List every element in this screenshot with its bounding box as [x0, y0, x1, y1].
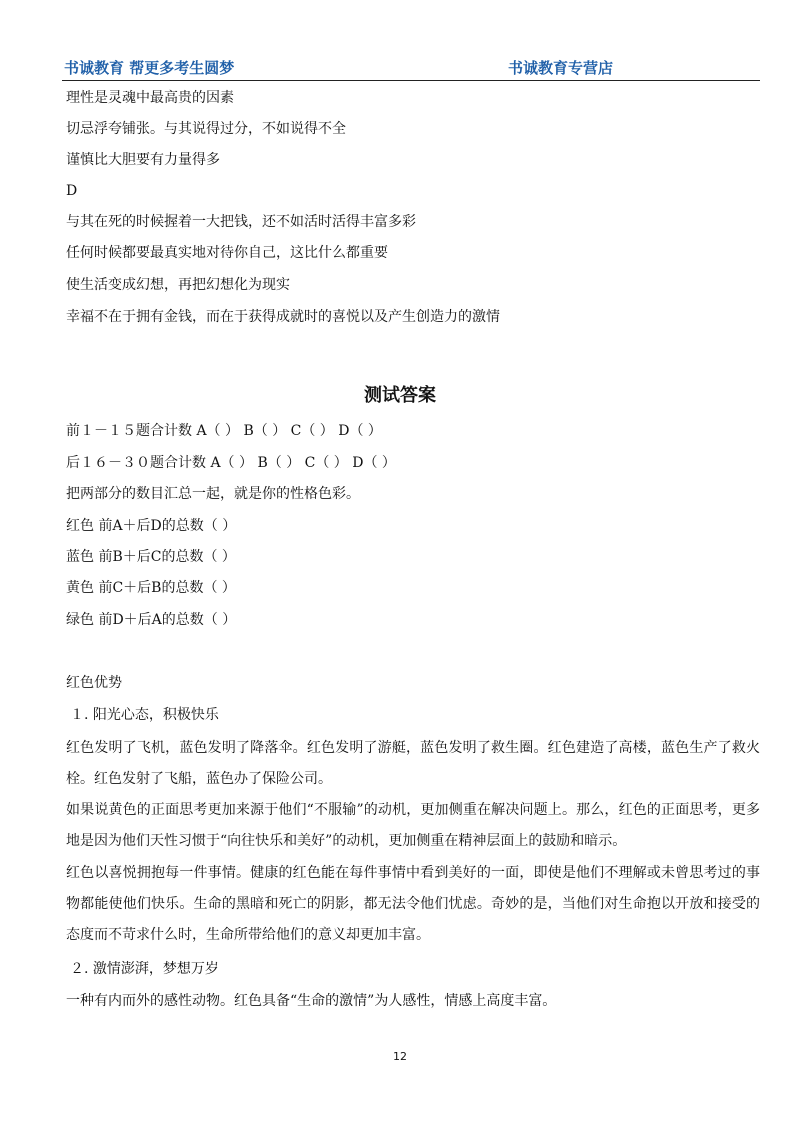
answer-line: 红色 前A＋后D的总数（ ） — [66, 518, 237, 534]
body-paragraph: 红色以喜悦拥抱每一件事情。健康的红色能在每件事情中看到美好的一面，即使是他们不理解或未曾思考过的事物都能使他们快乐。生命的黑暗和死亡的阴影，都无法令他们忧虑。奇妙的是，当他们对生命抱以开放和接受的态度而不苛求什么时，生命所带给他们的意义却更加丰富。 — [66, 865, 760, 943]
body-paragraph: 如果说黄色的正面思考更加来源于他们“不服输”的动机，更加侧重在解决问题上。那么，红色的正面思考，更多地是因为他们天性习惯于“向往快乐和美好”的动机，更加侧重在精神层面上的鼓励和暗示。 — [66, 802, 760, 849]
answer-line: 把两部分的数目汇总一起，就是你的性格色彩。 — [66, 486, 360, 502]
quote-line: 使生活变成幻想，再把幻想化为现实 — [66, 277, 290, 293]
quote-line: 任何时候都要最真实地对待你自己，这比什么都重要 — [66, 245, 388, 261]
body-paragraph: 红色发明了飞机，蓝色发明了降落伞。红色发明了游艇，蓝色发明了救生圈。红色建造了高楼，蓝色生产了救火栓。红色发射了飞船，蓝色办了保险公司。 — [66, 740, 760, 787]
body-paragraph: 一种有内而外的感性动物。红色具备“生命的激情”为人感性，情感上高度丰富。 — [66, 993, 557, 1009]
quote-line: 与其在死的时候握着一大把钱，还不如活时活得丰富多彩 — [66, 214, 416, 230]
quote-line: 切忌浮夸铺张。与其说得过分，不如说得不全 — [66, 121, 346, 137]
answer-line: 黄色 前C＋后B的总数（ ） — [66, 580, 236, 596]
quote-line: D — [66, 183, 78, 199]
answer-line: 蓝色 前B＋后C的总数（ ） — [66, 549, 236, 565]
page-header — [62, 58, 760, 81]
header-slogan: 书诚教育 帮更多考生圆梦 — [64, 59, 235, 77]
quote-line: 幸福不在于拥有金钱，而在于获得成就时的喜悦以及产生创造力的激情 — [66, 309, 500, 325]
page-number: 12 — [393, 1050, 407, 1063]
subheading: １. 阳光心态，积极快乐 — [70, 707, 219, 723]
answer-line: 后１６－３０题合计数 A（ ） B（ ） C（ ） D（ ） — [66, 455, 396, 471]
quote-line: 谨慎比大胆要有力量得多 — [66, 152, 220, 168]
answer-line: 前１－１５题合计数 A（ ） B（ ） C（ ） D（ ） — [66, 423, 382, 439]
header-store-name: 书诚教育专营店 — [508, 59, 614, 77]
section-title: 测试答案 — [364, 385, 436, 406]
quote-line: 理性是灵魂中最高贵的因素 — [66, 90, 234, 106]
section-heading: 红色优势 — [66, 675, 122, 691]
answer-line: 绿色 前D＋后A的总数（ ） — [66, 612, 237, 628]
subheading: ２. 激情澎湃，梦想万岁 — [70, 961, 219, 977]
